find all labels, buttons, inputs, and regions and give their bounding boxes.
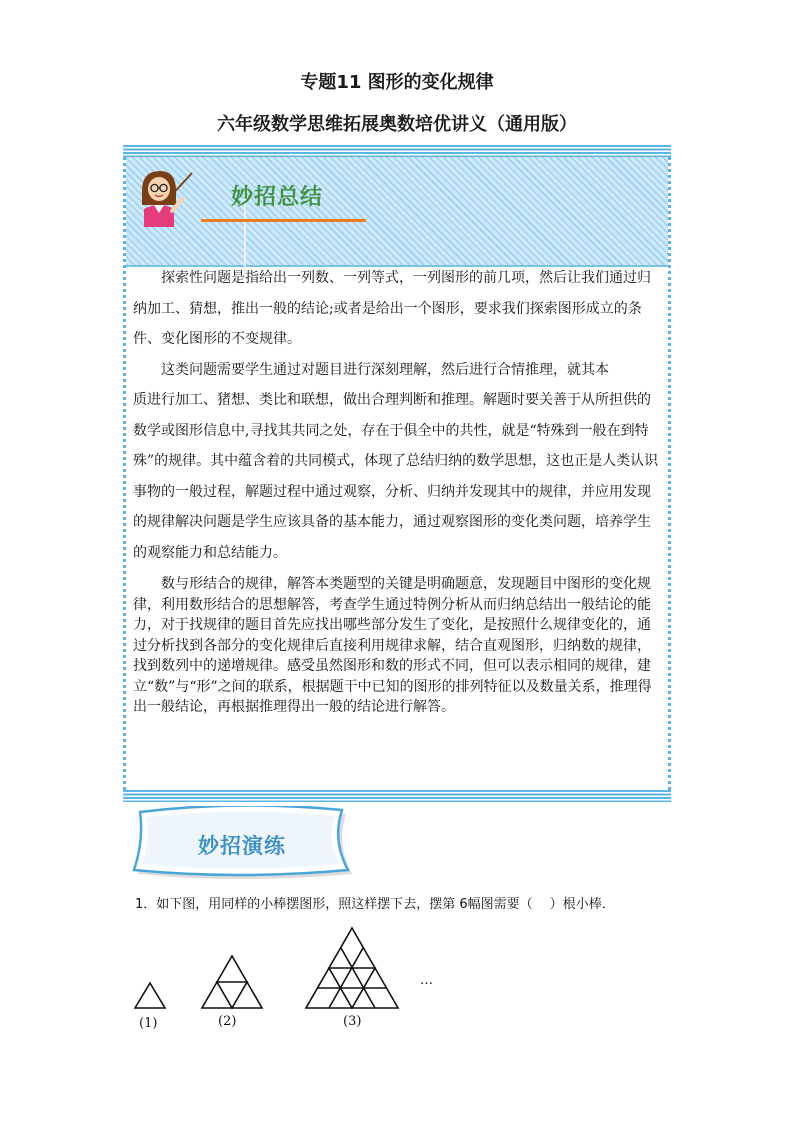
triangle-figure-3 — [306, 928, 398, 1008]
triangle-figures — [130, 925, 450, 1031]
summary-paragraph-2a: 这类问题需要学生通过对题目进行深刻理解，然后进行合情推理，就其本 — [161, 361, 609, 378]
figure-label-2: (2) — [218, 1014, 237, 1029]
figure-label-3: (3) — [343, 1014, 362, 1029]
ellipsis: … — [420, 973, 433, 988]
teacher-icon — [134, 165, 196, 227]
summary-paragraph-1: 探索性问题是指给出一列数、一列等式，一列图形的前几项，然后让我们通过归纳加工、猜想，推出一般的结论;或者是给出一个图形，要求我们探索图形成立的条件、变化图形的不变规律。 — [133, 270, 651, 347]
question-1: 1．如下图，用同样的小棒摆图形，照这样摆下去，摆第 6幅图需要（ ）根小棒． — [135, 897, 615, 912]
practice-heading: 妙招演练 — [198, 834, 286, 858]
summary-paragraph-2b: 质进行加工、猪想、类比和联想，做出合理判断和推理。解题时要关善于从所担供的数学或图形信息中,寻找其共同之处，存在于俱全中的共性，就是“特殊到一般在到特殊”的规律。其中蕴含着的共同模式，体现了总结归纳的数学思想，这也正是人类认识事物的一般过程，解题过程中通过观察，分析、归纳并发现其中的规律，并应用发现的规律解决问题是学生应该具备的基本能力，通过观察图形的变化类问题，培养学生的观察能力和总结能力。 — [133, 392, 659, 561]
matchstick-triangles-diagram — [130, 925, 450, 1015]
document-subtitle: 六年级数学思维拓展奥数培优讲义（通用版） — [217, 114, 577, 135]
summary-box — [123, 145, 671, 802]
summary-heading: 妙招总结 — [231, 185, 324, 210]
practice-banner — [130, 806, 358, 882]
triangle-figure-2 — [202, 956, 262, 1008]
summary-paragraph-3: 数与形结合的规律，解答本类题型的关键是明确题意，发现题目中图形的变化规律，利用数形结合的思想解答，考查学生通过特例分析从而归纳总结出一般结论的能力，对于找规律的题目首先应找出哪些部分发生了变化，是按照什么规律变化的，通过分析找到各部分的变化规律后直接利用规律求解，结合直观图形，归纳数的规律，找到数列中的递增规律。感受虽然图形和数的形式不同，但可以表示相同的规律，建立“数”与“形”之间的联系，根据题干中已知的图形的排列特征以及数量关系，推理得出一般结论，再根据推理得出一般的结论进行解答。 — [133, 576, 652, 715]
summary-right-border — [668, 157, 671, 790]
summary-top-rail — [123, 145, 671, 157]
summary-bottom-rail — [123, 790, 671, 802]
summary-heading-underline — [201, 219, 366, 222]
document-title: 专题11 图形的变化规律 — [300, 72, 494, 93]
summary-header — [126, 157, 668, 267]
figure-label-1: (1) — [139, 1016, 158, 1031]
summary-body — [133, 263, 661, 718]
